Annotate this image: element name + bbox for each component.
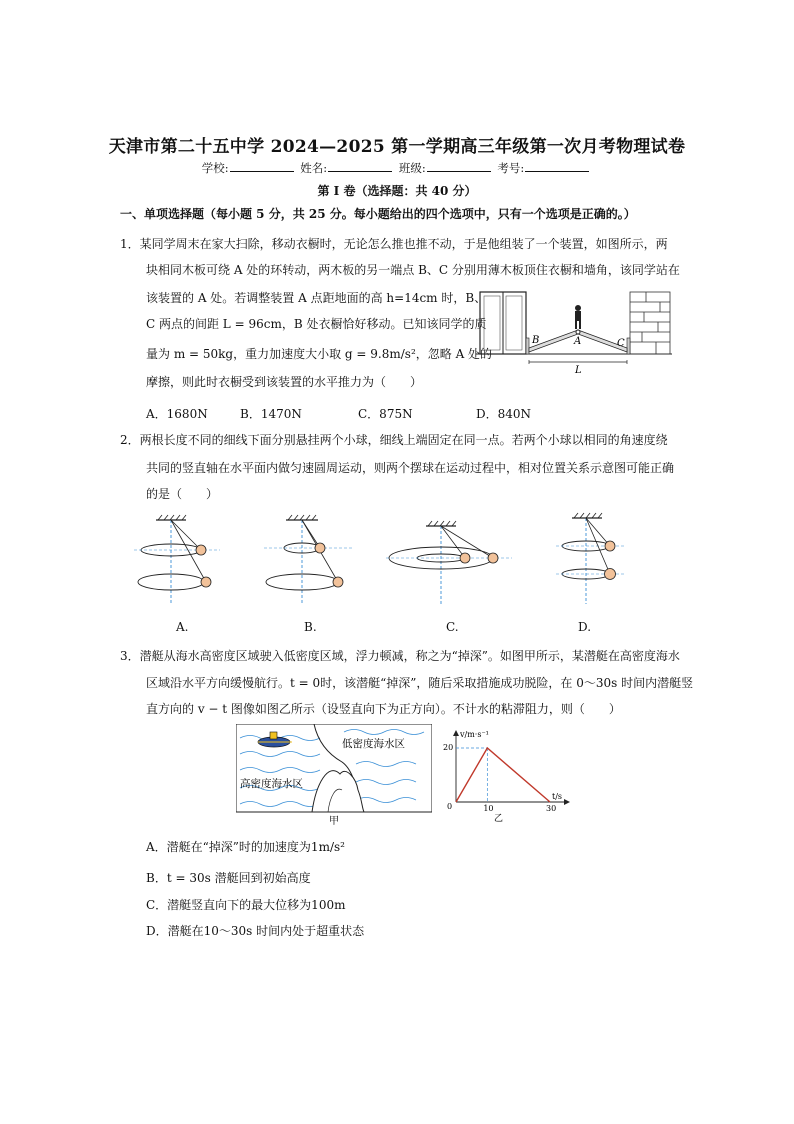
exam-no-blank[interactable]	[525, 160, 589, 172]
brick-wall	[630, 292, 670, 354]
person-figure	[575, 305, 581, 329]
q3-line-2: 区域沿水平方向缓慢航行。t = 0时，该潜艇“掉深”，随后采取措施成功脱险，在 0～30s 时间内潜艇竖	[146, 676, 694, 690]
y-axis-label: v/m·s⁻¹	[460, 730, 489, 739]
q1-figure	[476, 288, 672, 374]
pendulum-diagram-d[interactable]	[556, 510, 626, 606]
q2-option-b[interactable]: B.	[304, 620, 317, 634]
vt-series-line	[456, 748, 550, 802]
q1-line-5: 量为 m = 50kg，重力加速度大小取 g = 9.8m/s²，忽略 A 处的	[146, 347, 493, 361]
q3-line-3: 直方向的 v − t 图像如图乙所示（设竖直向下为正方向）。不计水的粘滞阻力，则（ ）	[146, 702, 621, 716]
q2-option-a[interactable]: A.	[176, 620, 189, 634]
x-tick-30: 30	[546, 804, 557, 813]
label-l: L	[575, 365, 582, 374]
q3-option-b[interactable]: B．t = 30s 潜艇回到初始高度	[146, 871, 311, 885]
q3-option-d[interactable]: D．潜艇在10～30s 时间内处于超重状态	[146, 924, 365, 938]
q1-line-2: 块相同木板可绕 A 处的环转动，两木板的另一端点 B、C 分别用薄木板顶住衣橱和墙角，该同学站在	[146, 263, 680, 277]
exam-title: 天津市第二十五中学 2024—2025 第一学期高三年级第一次月考物理试卷	[108, 137, 686, 157]
q3-option-a[interactable]: A．潜艇在“掉深”时的加速度为1m/s²	[146, 840, 345, 854]
q1-line-3: 该装置的 A 处。若调整装置 A 点距地面的高 h=14cm 时，B、	[146, 291, 487, 305]
name-label: 姓名:	[300, 161, 328, 175]
caption-jia: 甲	[329, 816, 339, 827]
class-label: 班级:	[398, 161, 426, 175]
q1-line-4: C 两点的间距 L = 96cm，B 处衣橱恰好移动。已知该同学的质	[146, 317, 487, 331]
y-tick-20: 20	[443, 743, 454, 752]
exam-no-label: 考号:	[497, 161, 525, 175]
section-title: 第 I 卷（选择题：共 40 分）	[317, 184, 477, 198]
q2-option-c[interactable]: C.	[446, 620, 459, 634]
figure-jia	[236, 724, 432, 828]
q3-option-c[interactable]: C．潜艇竖直向下的最大位移为100m	[146, 898, 346, 912]
label-high-density: 高密度海水区	[240, 778, 303, 790]
board-b	[526, 338, 529, 354]
board-c	[627, 338, 630, 354]
pendulum-diagram-b[interactable]	[264, 514, 354, 606]
label-c: C	[617, 338, 625, 349]
label-a: A	[574, 336, 582, 347]
pendulum-diagram-c[interactable]	[386, 514, 512, 606]
part-heading: 一、单项选择题（每小题 5 分，共 25 分。每小题给出的四个选项中，只有一个选项是正确的。）	[120, 207, 636, 221]
q1-option-b[interactable]: B．1470N	[240, 407, 302, 421]
ring-a	[576, 330, 580, 334]
origin-label: 0	[447, 802, 453, 811]
q2-option-d[interactable]: D.	[578, 620, 592, 634]
class-blank[interactable]	[427, 160, 491, 172]
q1-option-c[interactable]: C．875N	[358, 407, 413, 421]
pendulum-diagram-a[interactable]	[134, 514, 220, 606]
q2-line-2: 共同的竖直轴在水平面内做匀速圆周运动，则两个摆球在运动过程中，相对位置关系示意图可能正确	[146, 461, 675, 475]
label-low-density: 低密度海水区	[342, 738, 405, 750]
school-label: 学校:	[201, 161, 229, 175]
figure-yi-vt-chart	[440, 728, 570, 824]
x-tick-10: 10	[483, 804, 494, 813]
student-info-row	[0, 160, 794, 176]
x-axis-label: t/s	[552, 792, 563, 801]
caption-yi: 乙	[494, 814, 504, 824]
q1-option-d[interactable]: D．840N	[476, 407, 532, 421]
label-b: B	[532, 335, 540, 346]
name-blank[interactable]	[328, 160, 392, 172]
school-blank[interactable]	[230, 160, 294, 172]
q3-line-1: 3．潜艇从海水高密度区域驶入低密度区域，浮力顿减，称之为“掉深”。如图甲所示，某潜艇在高密度海水	[120, 649, 680, 663]
q1-option-a[interactable]: A．1680N	[146, 407, 208, 421]
q2-line-1: 2．两根长度不同的细线下面分别悬挂两个小球，细线上端固定在同一点。若两个小球以相同的角速度绕	[120, 433, 668, 447]
q1-line-6: 摩擦，则此时衣橱受到该装置的水平推力为（ ）	[146, 375, 423, 389]
q2-line-3: 的是（ ）	[146, 487, 219, 501]
q1-line-1: 1．某同学周末在家大扫除，移动衣橱时，无论怎么推也推不动，于是他组装了一个装置，如图所示，两	[120, 237, 668, 251]
